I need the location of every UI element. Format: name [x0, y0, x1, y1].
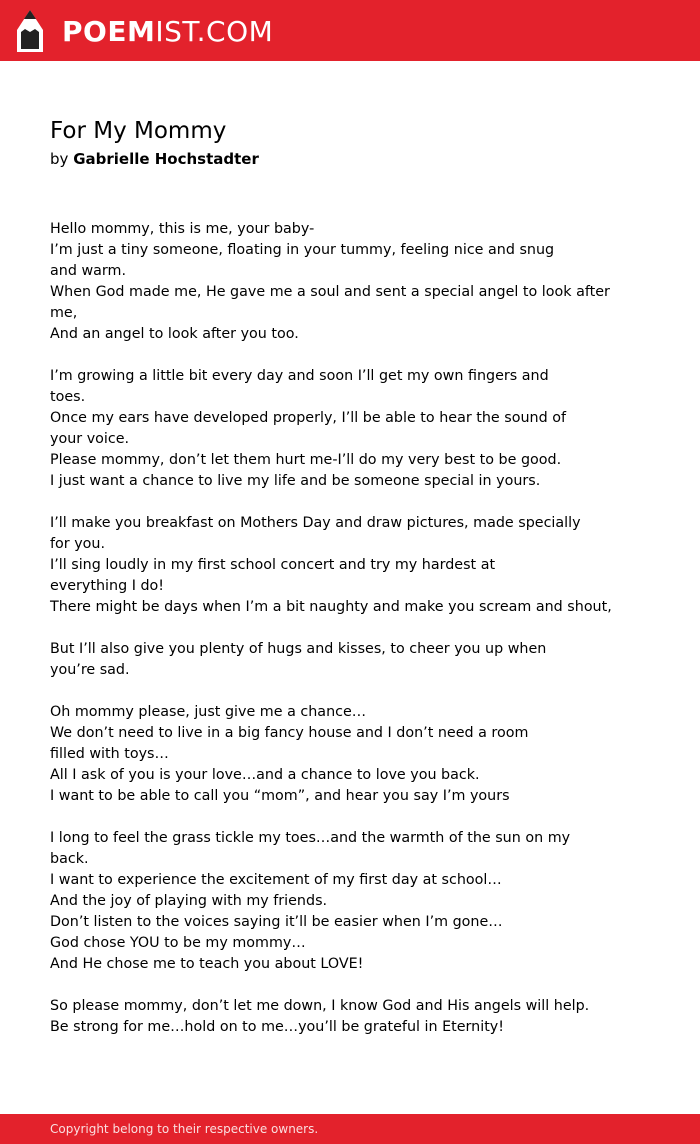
poem-line: Oh mommy please, just give me a chance…	[50, 704, 367, 720]
poem-line	[50, 345, 650, 366]
poem-line: back.	[50, 851, 89, 867]
brand-name-light: IST.COM	[155, 14, 274, 48]
poem-line: I’ll make you breakfast on Mothers Day and draw pictures, made specially	[50, 515, 581, 531]
pencil-icon	[17, 10, 43, 52]
poem-line: I’ll sing loudly in my first school concert and try my hardest at	[50, 557, 496, 573]
poem-line: me,	[50, 305, 78, 321]
poem-line: I long to feel the grass tickle my toes…and the warmth of the sun on my	[50, 830, 571, 846]
poem-line	[50, 807, 650, 828]
poem-line: Once my ears have developed properly, I’ll be able to hear the sound of	[50, 410, 566, 426]
poem-line: Hello mommy, this is me, your baby-	[50, 221, 315, 237]
site-footer	[0, 1114, 700, 1144]
poem-line: When God made me, He gave me a soul and sent a special angel to look after	[50, 284, 610, 300]
poem-line: toes.	[50, 389, 86, 405]
poem-line: We don’t need to live in a big fancy house and I don’t need a room	[50, 725, 529, 741]
site-header	[0, 0, 700, 61]
poem-line: And the joy of playing with my friends.	[50, 893, 328, 909]
poem-line: Please mommy, don’t let them hurt me-I’ll do my very best to be good.	[50, 452, 562, 468]
by-label: by	[50, 150, 69, 168]
poem-line: So please mommy, don’t let me down, I know God and His angels will help.	[50, 998, 590, 1014]
poem-line: I just want a chance to live my life and be someone special in yours.	[50, 473, 541, 489]
poem-line: Don’t listen to the voices saying it’ll be easier when I’m gone…	[50, 914, 503, 930]
brand-name-bold: POEM	[62, 14, 156, 48]
poem-line: you’re sad.	[50, 662, 130, 678]
site-logo-link[interactable]	[17, 9, 273, 53]
poem-line: All I ask of you is your love…and a chance to love you back.	[50, 767, 480, 783]
poem-body	[50, 219, 650, 1038]
poem-line: But I’ll also give you plenty of hugs and kisses, to cheer you up when	[50, 641, 547, 657]
poem-author: Gabrielle Hochstadter	[73, 150, 259, 168]
poem-line: and warm.	[50, 263, 126, 279]
poem-line	[50, 492, 650, 513]
poem-line: God chose YOU to be my mommy…	[50, 935, 306, 951]
poem-line: Be strong for me…hold on to me…you’ll be grateful in Eternity!	[50, 1019, 505, 1035]
poem-line: for you.	[50, 536, 106, 552]
poem-line: And He chose me to teach you about LOVE!	[50, 956, 364, 972]
poem-line	[50, 975, 650, 996]
poem-line: filled with toys…	[50, 746, 169, 762]
poem-line: everything I do!	[50, 578, 165, 594]
poem-title: For My Mommy	[50, 118, 227, 144]
poem-line: I’m growing a little bit every day and soon I’ll get my own fingers and	[50, 368, 549, 384]
poem-line: I want to experience the excitement of my first day at school…	[50, 872, 502, 888]
poem-line: I’m just a tiny someone, floating in your tummy, feeling nice and snug	[50, 242, 555, 258]
byline	[50, 149, 259, 169]
poem-line	[50, 618, 650, 639]
poem-line: And an angel to look after you too.	[50, 326, 299, 342]
poem-line: your voice.	[50, 431, 130, 447]
brand-name	[62, 15, 273, 48]
poem-line: I want to be able to call you “mom”, and hear you say I’m yours	[50, 788, 510, 804]
poem-line	[50, 681, 650, 702]
copyright-text: Copyright belong to their respective owners.	[50, 1122, 319, 1136]
poem-line: There might be days when I’m a bit naughty and make you scream and shout,	[50, 599, 612, 615]
